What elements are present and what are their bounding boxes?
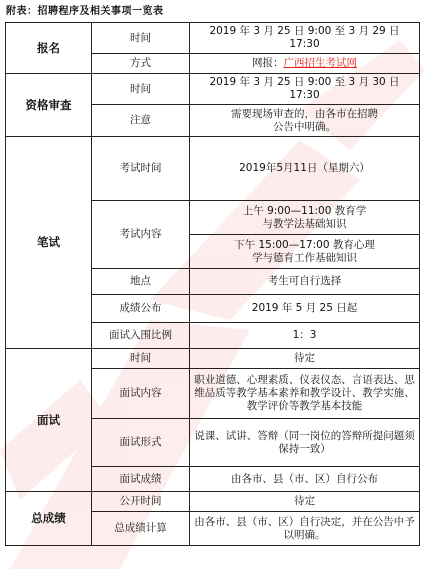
written-exam-content-am: 上午 9:00—11:00 教育学与教学法基础知识 bbox=[190, 201, 420, 235]
written-exam-results-label: 成绩公布 bbox=[92, 295, 190, 323]
qualification-note-label: 注意 bbox=[92, 105, 190, 137]
category-interview: 面试 bbox=[6, 349, 92, 492]
written-exam-location-label: 地点 bbox=[92, 269, 190, 295]
recruitment-table bbox=[5, 22, 420, 546]
total-calc-value: 由各市、县（市、区）自行决定，并在公告中予以明确。 bbox=[190, 512, 420, 546]
written-exam-location-value: 考生可自行选择 bbox=[190, 269, 420, 295]
registration-method-value bbox=[190, 54, 420, 74]
written-exam-content-pm: 下午 15:00—17:00 教育心理学与德育工作基础知识 bbox=[190, 235, 420, 269]
table-caption: 附表：招聘程序及相关事项一览表 bbox=[6, 6, 164, 17]
registration-time-label: 时间 bbox=[92, 23, 190, 54]
category-total-score: 总成绩 bbox=[6, 492, 92, 546]
total-publish-label: 公开时间 bbox=[92, 492, 190, 512]
qualification-time-label: 时间 bbox=[92, 74, 190, 105]
registration-method-prefix: 网报： bbox=[252, 57, 284, 69]
category-written-exam: 笔试 bbox=[6, 137, 92, 349]
interview-content-label: 面试内容 bbox=[92, 369, 190, 419]
written-exam-time-label: 考试时间 bbox=[92, 137, 190, 201]
interview-time-label: 时间 bbox=[92, 349, 190, 369]
interview-format-label: 面试形式 bbox=[92, 419, 190, 467]
registration-method-label: 方式 bbox=[92, 54, 190, 74]
interview-results-label: 面试成绩 bbox=[92, 467, 190, 492]
qualification-note-value: 需要现场审查的，由各市在招聘公告中明确。 bbox=[190, 105, 420, 137]
interview-time-value: 待定 bbox=[190, 349, 420, 369]
interview-results-value: 由各市、县（市、区）自行公布 bbox=[190, 467, 420, 492]
registration-time-value: 2019 年 3 月 25 日 9:00 至 3 月 29 日 17:30 bbox=[190, 23, 420, 54]
category-qualification: 资格审查 bbox=[6, 74, 92, 137]
total-calc-label: 总成绩计算 bbox=[92, 512, 190, 546]
written-exam-time-value: 2019年5月11日（星期六） bbox=[190, 137, 420, 201]
written-exam-content-label: 考试内容 bbox=[92, 201, 190, 269]
interview-ratio-value: 1：3 bbox=[190, 323, 420, 349]
qualification-time-value: 2019 年 3 月 25 日 9:00 至 3 月 30 日 17:30 bbox=[190, 74, 420, 105]
interview-format-value: 说课、试讲、答辩（同一岗位的答辩所提问题须保持一致） bbox=[190, 419, 420, 467]
category-registration: 报名 bbox=[6, 23, 92, 74]
interview-ratio-label: 面试入围比例 bbox=[92, 323, 190, 349]
written-exam-results-value: 2019 年 5 月 25 日起 bbox=[190, 295, 420, 323]
total-publish-value: 待定 bbox=[190, 492, 420, 512]
interview-content-value: 职业道德、心理素质、仪表仪态、言语表达、思维品质等教学基本素养和教学设计、教学实施、教学评价等教学基本技能 bbox=[190, 369, 420, 419]
exam-website-link[interactable]: 广西招生考试网 bbox=[283, 57, 357, 69]
